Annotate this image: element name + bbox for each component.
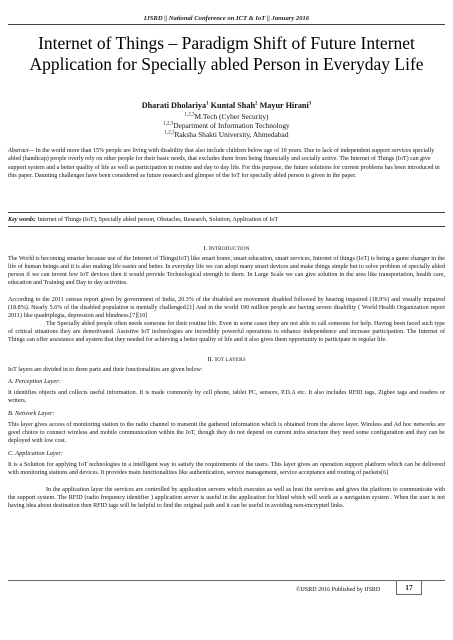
paragraph-layers-intro: IoT layers are divided in to three parts and their functionalities are given below: <box>8 367 203 373</box>
section-heading-introduction <box>0 245 453 252</box>
keywords-label: Key words: <box>8 216 36 223</box>
abstract-text: In the world more than 15% people are living with disability that also include children below age of 10 years. Due to lack of independent support services specially abled (handicap) people overly rely on other people for their basic needs, that excludes them from being financially and socially active. The Internet of Things (IoT) can give support system and a better quality of life as well as participation in routine and day to day life. For this purpose, the future solutions for current problems has been introduced in this paper. Daunting challenges have been considered as future research and glimpse of the IoT for specially abled person is given in the paper. <box>8 148 440 179</box>
author-name: Kuntal Shah <box>210 101 256 110</box>
affiliation-text: Raksha Shakti University, Ahmedabad <box>174 130 289 139</box>
author-sup: 2 <box>255 101 258 107</box>
header-rule <box>8 24 445 25</box>
affiliation-line <box>0 121 453 130</box>
affiliation-sup: 1,2,3 <box>184 112 195 118</box>
section-title-rest: OT LAYERS <box>217 357 246 363</box>
affiliation-sup: 1,2,3 <box>164 130 175 136</box>
publisher-note: ©IJSRD 2016 Published by IJSRD <box>296 587 381 593</box>
paragraph-application-2: In the application layer the services are controlled by application servers which executes as well as host the services and gives the platform to communicate with the support system. The RFID (radio frequency identifier ) application server is useful in the application for blind which will work as a navigation system . When the user is not having idea about destination then RFID tags will be helpful to find the original path and it can be useful in avoiding non-encrypted links. <box>8 487 445 510</box>
section-number: II. <box>207 356 214 363</box>
keywords-text: Internet of Things (IoT), Specially abled person, Obstacles, Research, Solution, Application of IoT <box>35 216 279 223</box>
subsection-heading-network: B. Network Layer: <box>8 410 55 417</box>
author-sup: 3 <box>308 101 312 107</box>
section-number: I. <box>203 245 208 252</box>
paragraph-intro-1: The World is becoming smarter because use of the Internet of Things(IoT) like smart home, smart education, smart services, Internet of things (IoT) is being a game changer in the life of human beings and it is also making life easier and better. In everyday life we can adopt many smart devices and make things simple but to solve problem of specially abled person if we can invent few IoT devices then it would provide Technological strength to them. In Large Scale we can give solution in the area like transportation, health care, education and Training and Day to day activities. <box>8 256 445 287</box>
paragraph-network: This layer gives access of monitoring station to the radio channel to transmit the gathered information which is obtained from the above layer. Wireless and Ad hoc networks are good choice to connect wireless and mobile communication within the IoT, though they do not depend on current infra structure they need some configuration and they can be deployed with low cost. <box>8 422 445 445</box>
author-line <box>0 101 453 110</box>
author-sup: 1 <box>206 101 209 107</box>
section-heading-iot-layers <box>0 356 453 363</box>
abstract-label: Abstract— <box>8 148 35 154</box>
affiliation-text: Department of Information Technology <box>173 121 290 130</box>
abstract <box>8 147 445 180</box>
affiliation-text: M.Tech (Cyber Security) <box>194 112 269 121</box>
author-name: Mayur Hirani <box>259 101 309 110</box>
author-name: Dharati Dholariya <box>141 101 207 110</box>
paragraph-intro-2: According to the 2011 census report given by government of India, 20.3% of the disabled are movement disabled followed by hearing impaired (18.9%) and visually impaired (18.8%). Nearly 5.6% of the disabled population is mentally challenged.[1] And in the world 190 million people are having severe disability ( World Health Organization report 2011) like quadriplegia, depression and blindness.[7][10] <box>8 297 445 320</box>
affiliation-line <box>0 130 453 139</box>
paper-title: Internet of Things – Paradigm Shift of Future Internet Application for Specially abled Person in Everyday Life <box>29 33 424 74</box>
paragraph-intro-3: The Specially abled people often needs someone for their routine life. Even in some cases they are not able to call someone for help. Having been faced such type of critical situations they are demotivated. Assistive IoT technologies are incredibly powerful operations to enhance independence and increase participation. The Internet of Things can offer assistance and system that they needed for achieving a better quality of life and it also gives them opportunity to participate in regular life. <box>8 321 445 344</box>
section-title-rest: NTRODUCTION <box>211 246 250 252</box>
subsection-heading-application: C. Application Layer: <box>8 450 63 457</box>
affiliation-sup: 1,2,3 <box>163 121 174 127</box>
paragraph-application-1: It is a Solution for applying IoT technologies in a intelligent way to satisfy the requirements of the users. This layer gives an operation support platform which can be delivered with monitoring stations and devices. It provides main functionalities like authentication, service management, service acceptance and routing of packets[6] <box>8 462 445 477</box>
running-head: IJSRD || National Conference on ICT & IoT || January 2016 <box>143 15 310 22</box>
affiliation-line <box>0 112 453 121</box>
section-title-initial: I <box>208 245 212 252</box>
subsection-heading-perception: A. Perception Layer: <box>8 378 61 385</box>
paragraph-perception: It identifies objects and collects useful information. It is made commonly by cell phone, tablet PC, sensors, P.D.A etc. It also includes RFID tags, Zigbee tags and readers or writers. <box>8 390 445 405</box>
keywords <box>8 212 445 227</box>
footer-rule <box>8 580 445 581</box>
page-number: 17 <box>396 580 422 595</box>
section-title-initial: I <box>214 356 218 363</box>
